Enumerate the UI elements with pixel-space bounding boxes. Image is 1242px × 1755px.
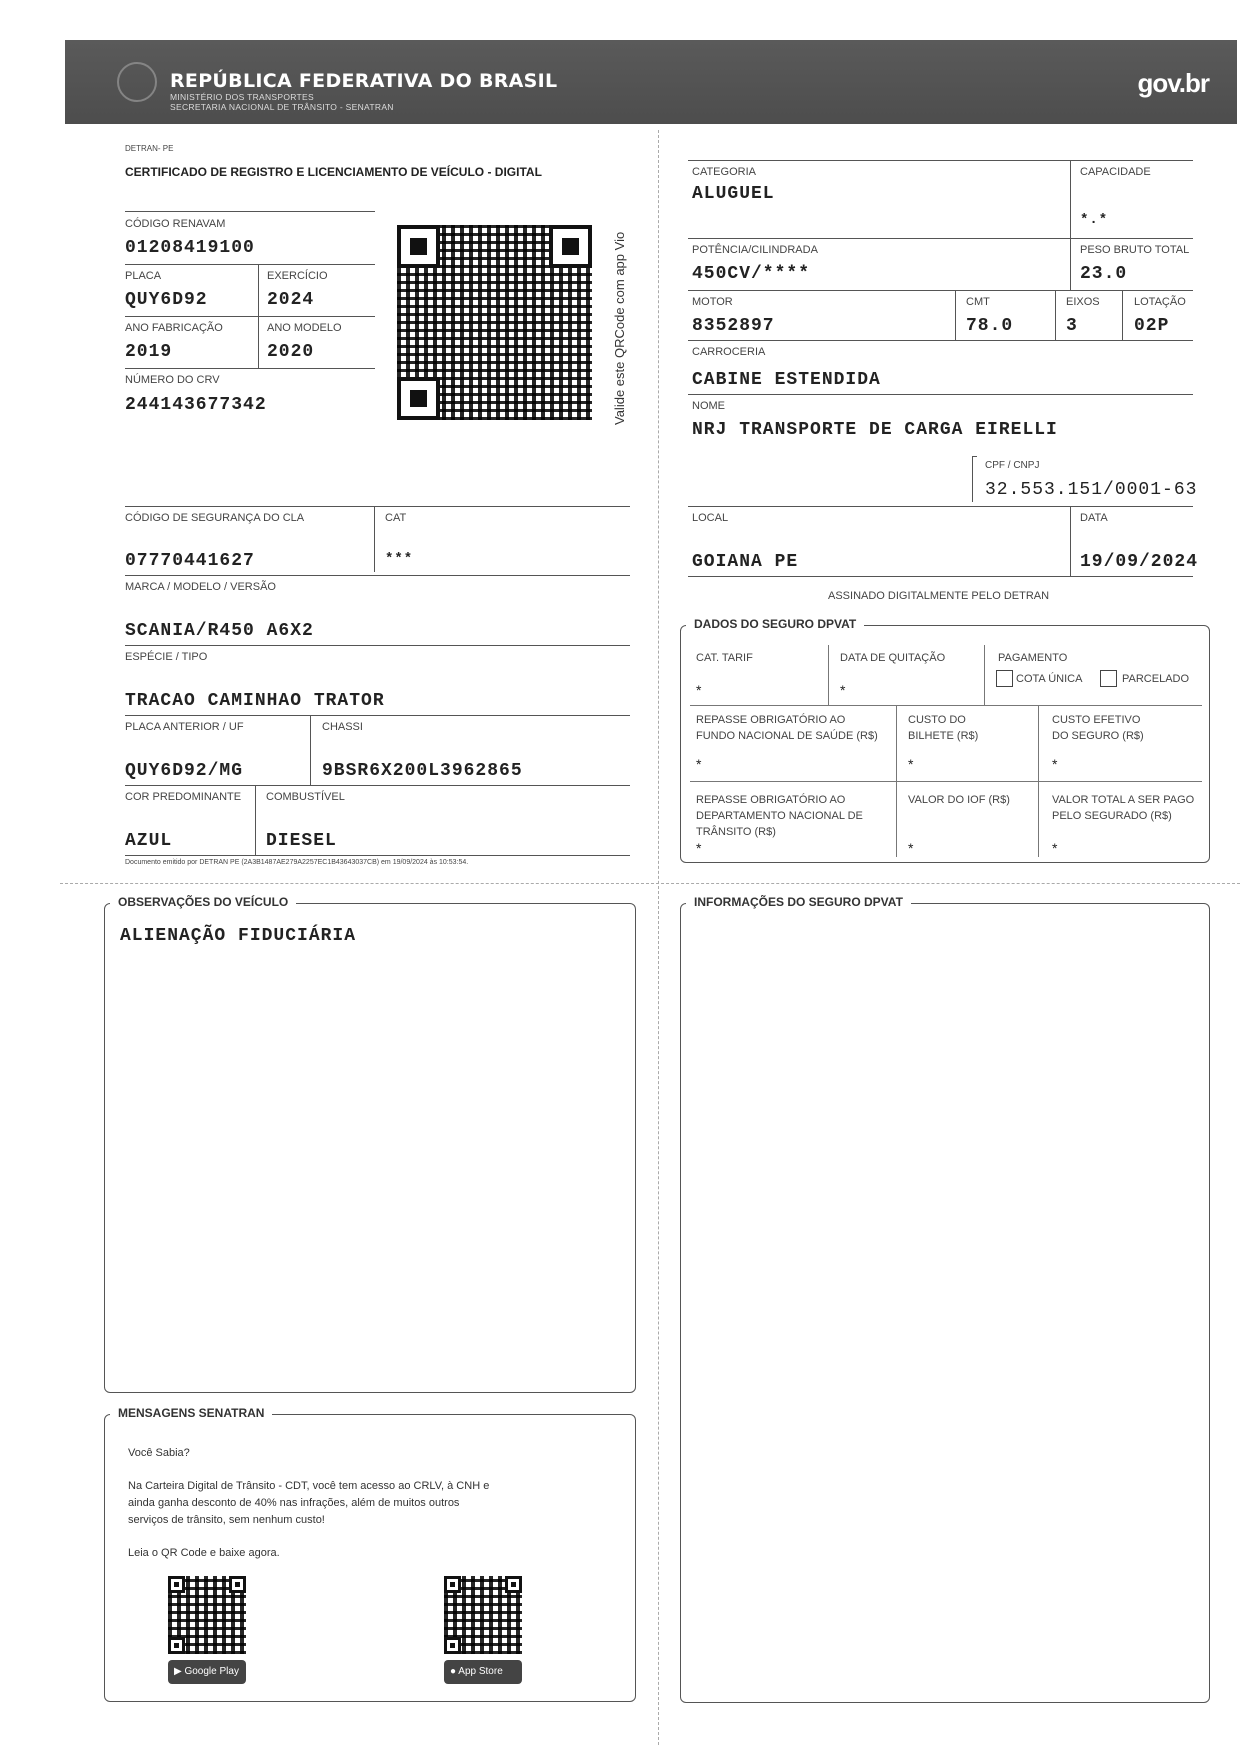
qr-finder: [229, 1576, 246, 1593]
coat-of-arms-icon: [117, 62, 157, 102]
categoria-label: CATEGORIA: [692, 166, 756, 178]
capacidade-label: CAPACIDADE: [1080, 166, 1151, 178]
carroceria-value: CABINE ESTENDIDA: [692, 370, 881, 390]
total-value: *: [1052, 840, 1058, 856]
repasse-saude-value: *: [696, 756, 702, 772]
rule: [984, 645, 985, 705]
custo-efetivo-label-2: DO SEGURO (R$): [1052, 730, 1144, 742]
rule: [688, 290, 1193, 291]
repasse-saude-label-2: FUNDO NACIONAL DE SAÚDE (R$): [696, 730, 878, 742]
cat-label: CAT: [385, 512, 407, 524]
google-play-button[interactable]: [168, 1660, 246, 1684]
rule: [125, 506, 630, 507]
iof-value: *: [908, 840, 914, 856]
iof-label: VALOR DO IOF (R$): [908, 794, 1010, 806]
horizontal-divider: [60, 883, 1240, 884]
lotacao-value: 02P: [1134, 316, 1170, 336]
signed-text: ASSINADO DIGITALMENTE PELO DETRAN: [828, 590, 1050, 602]
custo-efetivo-label-1: CUSTO EFETIVO: [1052, 714, 1141, 726]
app-store-label: App Store: [458, 1666, 503, 1677]
google-play-icon: ▶: [174, 1666, 185, 1677]
cla-label: CÓDIGO DE SEGURANÇA DO CLA: [125, 512, 305, 524]
rule: [310, 715, 311, 785]
qr-finder: [168, 1637, 185, 1654]
rule: [125, 645, 630, 646]
rule: [955, 290, 956, 340]
cor-value: AZUL: [125, 831, 173, 851]
informacoes-box: [680, 903, 1210, 1703]
parcelado-label: PARCELADO: [1122, 673, 1190, 685]
message-line-5: Leia o QR Code e baixe agora.: [128, 1547, 280, 1559]
local-value: GOIANA PE: [692, 552, 799, 572]
message-line-2: Na Carteira Digital de Trânsito - CDT, você tem acesso ao CRLV, à CNH e: [128, 1480, 490, 1492]
rule: [125, 715, 630, 716]
placa-anterior-label: PLACA ANTERIOR / UF: [125, 721, 244, 733]
marca-label: MARCA / MODELO / VERSÃO: [125, 581, 276, 593]
rule: [688, 160, 1193, 161]
peso-value: 23.0: [1080, 264, 1128, 284]
motor-value: 8352897: [692, 316, 775, 336]
repasse-saude-label-1: REPASSE OBRIGATÓRIO AO: [696, 714, 846, 726]
app-store-button[interactable]: [444, 1660, 522, 1684]
combustivel-label: COMBUSTÍVEL: [266, 791, 345, 803]
ano-mod-value: 2020: [267, 342, 315, 362]
crv-value: 244143677342: [125, 395, 267, 415]
google-play-qr-code[interactable]: [168, 1576, 246, 1654]
total-label-1: VALOR TOTAL A SER PAGO: [1052, 794, 1195, 806]
qr-finder: [505, 1576, 522, 1593]
cota-unica-checkbox[interactable]: [996, 670, 1013, 687]
exercicio-label: EXERCÍCIO: [267, 270, 328, 282]
rule: [255, 785, 256, 855]
renavam-value: 01208419100: [125, 238, 255, 258]
rule: [690, 705, 1202, 706]
placa-label: PLACA: [125, 270, 162, 282]
categoria-value: ALUGUEL: [692, 184, 775, 204]
rule: [972, 456, 973, 502]
rule: [125, 785, 630, 786]
rule: [1038, 705, 1039, 781]
rule: [1070, 160, 1071, 238]
rule: [1055, 290, 1056, 340]
eixos-value: 3: [1066, 316, 1078, 336]
nome-label: NOME: [692, 400, 725, 412]
cpf-label: CPF / CNPJ: [985, 460, 1040, 471]
issuer: DETRAN- PE: [125, 144, 174, 153]
lotacao-label: LOTAÇÃO: [1134, 296, 1186, 308]
ano-fab-label: ANO FABRICAÇÃO: [125, 322, 223, 334]
nome-value: NRJ TRANSPORTE DE CARGA EIRELLI: [692, 420, 1058, 440]
motor-label: MOTOR: [692, 296, 733, 308]
crv-label: NÚMERO DO CRV: [125, 374, 220, 386]
carroceria-label: CARROCERIA: [692, 346, 766, 358]
rule: [374, 506, 375, 572]
cat-tarif-value: *: [696, 682, 702, 698]
potencia-label: POTÊNCIA/CILINDRADA: [692, 244, 818, 256]
rule: [125, 264, 375, 265]
footnote: Documento emitido por DETRAN PE (2A3B1487AE279A2257EC1B43643037CB) em 19/09/2024 às 10:53:54.: [125, 859, 469, 866]
rule: [258, 316, 259, 368]
rule: [690, 781, 1202, 782]
qr-caption: Valide este QRCode com app Vio: [612, 231, 627, 425]
doc-title: CERTIFICADO DE REGISTRO E LICENCIAMENTO DE VEÍCULO - DIGITAL: [125, 165, 542, 179]
eixos-label: EIXOS: [1066, 296, 1100, 308]
placa-value: QUY6D92: [125, 290, 208, 310]
rule: [688, 238, 1193, 239]
qr-finder: [397, 377, 440, 420]
header-banner: [65, 40, 1237, 124]
parcelado-checkbox[interactable]: [1100, 670, 1117, 687]
rule: [125, 368, 375, 369]
especie-value: TRACAO CAMINHAO TRATOR: [125, 691, 385, 711]
custo-bilhete-value: *: [908, 756, 914, 772]
cor-label: COR PREDOMINANTE: [125, 791, 242, 803]
chassi-label: CHASSI: [322, 721, 363, 733]
qr-finder: [397, 225, 440, 268]
rule: [1038, 781, 1039, 857]
data-label: DATA: [1080, 512, 1108, 524]
message-line-3: ainda ganha desconto de 40% nas infrações, além de muitos outros: [128, 1497, 460, 1509]
quitacao-value: *: [840, 682, 846, 698]
total-label-2: PELO SEGURADO (R$): [1052, 810, 1172, 822]
placa-anterior-value: QUY6D92/MG: [125, 761, 244, 781]
observacoes-text: ALIENAÇÃO FIDUCIÁRIA: [120, 926, 357, 946]
exercicio-value: 2024: [267, 290, 315, 310]
rule: [1070, 506, 1071, 576]
header-secretariat: SECRETARIA NACIONAL DE TRÂNSITO - SENATRAN: [170, 102, 394, 112]
cla-value: 07770441627: [125, 551, 255, 571]
vertical-divider: [658, 130, 659, 1745]
peso-label: PESO BRUTO TOTAL: [1080, 244, 1190, 256]
rule: [688, 506, 1193, 507]
cat-tarif-label: CAT. TARIF: [696, 652, 753, 664]
cpf-value: 32.553.151/0001-63: [985, 480, 1198, 500]
custo-efetivo-value: *: [1052, 756, 1058, 772]
combustivel-value: DIESEL: [266, 831, 337, 851]
rule: [125, 575, 630, 576]
header-ministry: MINISTÉRIO DOS TRANSPORTES: [170, 92, 314, 102]
rule: [688, 340, 1193, 341]
rule: [125, 211, 375, 212]
qr-finder: [444, 1576, 461, 1593]
renavam-label: CÓDIGO RENAVAM: [125, 218, 226, 230]
pagamento-label: PAGAMENTO: [998, 652, 1068, 664]
rule: [896, 705, 897, 781]
cat-value: ***: [385, 551, 414, 567]
especie-label: ESPÉCIE / TIPO: [125, 651, 208, 663]
ano-fab-value: 2019: [125, 342, 173, 362]
rule: [258, 264, 259, 316]
rule: [688, 576, 1193, 577]
capacidade-value: *.*: [1080, 212, 1109, 228]
ano-mod-label: ANO MODELO: [267, 322, 342, 334]
rule: [125, 316, 375, 317]
repasse-transito-value: *: [696, 840, 702, 856]
potencia-value: 450CV/****: [692, 264, 811, 284]
message-line-4: serviços de trânsito, sem nenhum custo!: [128, 1514, 325, 1526]
observacoes-box: [104, 903, 636, 1393]
custo-bilhete-label-1: CUSTO DO: [908, 714, 966, 726]
chassi-value: 9BSR6X200L3962865: [322, 761, 523, 781]
repasse-transito-label-3: TRÂNSITO (R$): [696, 826, 776, 838]
rule: [1122, 290, 1123, 340]
cmt-label: CMT: [966, 296, 990, 308]
quitacao-label: DATA DE QUITAÇÃO: [840, 652, 946, 664]
rule: [896, 781, 897, 857]
custo-bilhete-label-2: BILHETE (R$): [908, 730, 979, 742]
marca-value: SCANIA/R450 A6X2: [125, 621, 314, 641]
repasse-transito-label-2: DEPARTAMENTO NACIONAL DE: [696, 810, 863, 822]
qr-finder: [549, 225, 592, 268]
repasse-transito-label-1: REPASSE OBRIGATÓRIO AO: [696, 794, 846, 806]
data-value: 19/09/2024: [1080, 552, 1199, 572]
cmt-value: 78.0: [966, 316, 1014, 336]
informacoes-title: INFORMAÇÕES DO SEGURO DPVAT: [686, 895, 911, 909]
message-line-1: Você Sabia?: [128, 1447, 190, 1459]
validation-qr-code[interactable]: [397, 225, 592, 420]
mensagens-title: MENSAGENS SENATRAN: [110, 1406, 272, 1420]
cota-unica-label: COTA ÚNICA: [1016, 673, 1083, 685]
local-label: LOCAL: [692, 512, 729, 524]
qr-finder: [168, 1576, 185, 1593]
apple-icon: ●: [450, 1666, 459, 1677]
dpvat-title: DADOS DO SEGURO DPVAT: [686, 617, 864, 631]
app-store-qr-code[interactable]: [444, 1576, 522, 1654]
header-title: REPÚBLICA FEDERATIVA DO BRASIL: [170, 70, 558, 92]
rule: [125, 855, 630, 856]
rule: [688, 394, 1193, 395]
rule: [828, 645, 829, 705]
google-play-label: Google Play: [184, 1666, 239, 1677]
qr-finder: [444, 1637, 461, 1654]
observacoes-title: OBSERVAÇÕES DO VEÍCULO: [110, 895, 296, 909]
rule: [1070, 238, 1071, 290]
govbr-logo: gov.br: [1137, 68, 1209, 98]
